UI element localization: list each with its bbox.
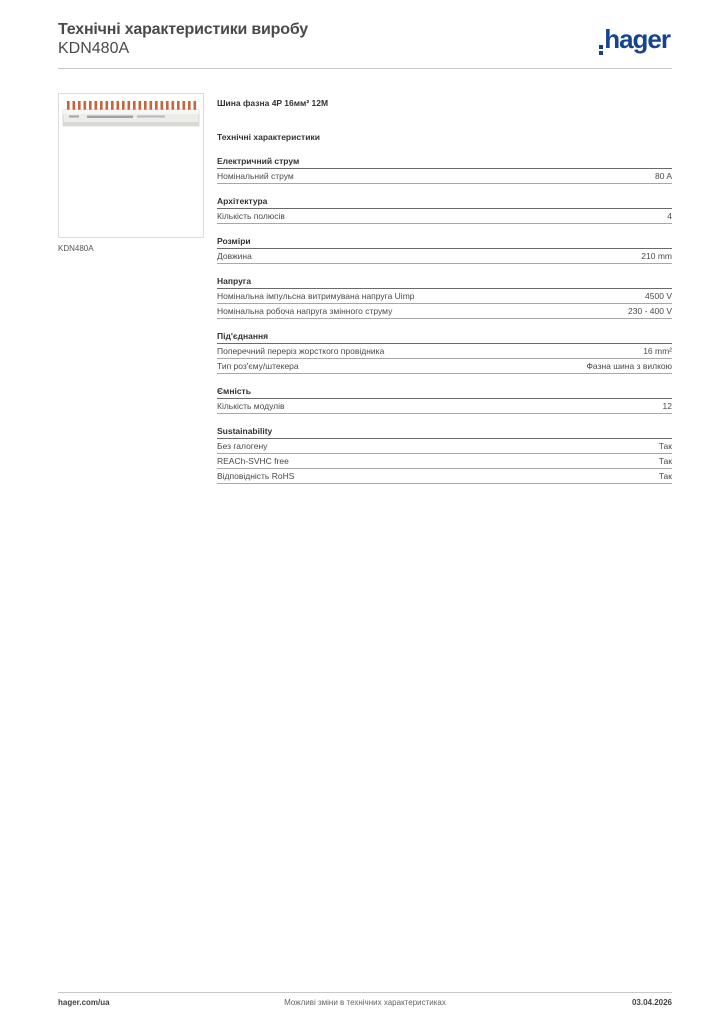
busbar-pin — [194, 101, 197, 111]
spec-row — [217, 469, 672, 484]
busbar-pin — [166, 101, 169, 111]
busbar-pin — [89, 101, 92, 111]
busbar-pin — [172, 101, 175, 111]
spec-value: 16 mm² — [643, 346, 672, 356]
busbar-pin — [106, 101, 109, 111]
product-image — [58, 93, 204, 238]
spec-label: Поперечний переріз жорсткого провідника — [217, 346, 385, 356]
spec-value: Так — [658, 471, 672, 481]
spec-group-title: Sustainability — [217, 425, 672, 439]
spec-label: Номінальна робоча напруга змінного струму — [217, 306, 393, 316]
specs-heading: Технічні характеристики — [217, 132, 320, 142]
spec-row — [217, 454, 672, 469]
product-name: Шина фазна 4P 16мм² 12M — [217, 98, 329, 108]
spec-row — [217, 169, 672, 184]
image-caption: KDN480A — [58, 244, 94, 253]
footer-divider — [58, 992, 672, 993]
busbar-pin — [73, 101, 76, 111]
spec-value: Так — [658, 441, 672, 451]
footer-website-link[interactable]: hager.com/ua — [58, 998, 110, 1007]
spec-value: 80 A — [654, 171, 672, 181]
footer-disclaimer: Можливі зміни в технічних характеристиках — [284, 998, 446, 1007]
busbar-pin — [188, 101, 191, 111]
spec-label: Без галогену — [217, 441, 268, 451]
spec-value: 12 — [662, 401, 672, 411]
spec-label: Номінальна імпульсна витримувана напруга Uimp — [217, 291, 415, 301]
spec-row — [217, 344, 672, 359]
busbar-pin — [177, 101, 180, 111]
busbar-pin — [122, 101, 125, 111]
spec-label: Довжина — [217, 251, 252, 261]
page-header — [58, 20, 672, 68]
spec-label: Номінальний струм — [217, 171, 294, 181]
spec-group — [217, 155, 672, 184]
header-divider — [58, 68, 672, 69]
busbar-pin — [128, 101, 131, 111]
spec-group-title: Під'єднання — [217, 330, 672, 344]
spec-label: Відповідність RoHS — [217, 471, 295, 481]
busbar-pin — [111, 101, 114, 111]
spec-row — [217, 209, 672, 224]
spec-group-title: Розміри — [217, 235, 672, 249]
spec-row — [217, 249, 672, 264]
spec-row — [217, 304, 672, 319]
specifications-panel — [217, 96, 672, 484]
spec-group — [217, 195, 672, 224]
spec-group — [217, 235, 672, 264]
spec-row — [217, 399, 672, 414]
busbar-pin — [155, 101, 158, 111]
spec-value: 210 mm — [641, 251, 672, 261]
busbar-pin — [84, 101, 87, 111]
busbar-pin — [150, 101, 153, 111]
spec-group — [217, 275, 672, 319]
busbar-pin — [100, 101, 103, 111]
logo-text: hager — [604, 24, 670, 54]
spec-group-title: Ємність — [217, 385, 672, 399]
spec-row — [217, 289, 672, 304]
busbar-pin — [133, 101, 136, 111]
busbar-pin — [78, 101, 81, 111]
spec-value: 4500 V — [645, 291, 672, 301]
busbar-illustration — [59, 94, 203, 237]
spec-value: Фазна шина з вилкою — [586, 361, 672, 371]
spec-value: Так — [658, 456, 672, 466]
spec-label: REACh-SVHC free — [217, 456, 289, 466]
spec-value: 4 — [667, 211, 672, 221]
spec-row — [217, 439, 672, 454]
spec-label: Тип роз'єму/штекера — [217, 361, 299, 371]
spec-group — [217, 385, 672, 414]
spec-group-title: Електричний струм — [217, 155, 672, 169]
spec-group — [217, 330, 672, 374]
busbar-pin — [139, 101, 142, 111]
spec-group-title: Напруга — [217, 275, 672, 289]
busbar-pin — [67, 101, 70, 111]
spec-group — [217, 425, 672, 484]
busbar-pin — [161, 101, 164, 111]
busbar-pin — [95, 101, 98, 111]
spec-value: 230 - 400 V — [628, 306, 672, 316]
product-code-title: KDN480A — [58, 40, 130, 57]
busbar-pin — [117, 101, 120, 111]
spec-group-title: Архітектура — [217, 195, 672, 209]
busbar-pin — [144, 101, 147, 111]
busbar-pin — [183, 101, 186, 111]
footer-date: 03.04.2026 — [631, 998, 672, 1007]
spec-groups — [217, 155, 672, 484]
hager-logo — [599, 26, 670, 52]
logo-dots-icon — [599, 42, 603, 58]
spec-label: Кількість полюсів — [217, 211, 285, 221]
document-title: Технічні характеристики виробу — [58, 21, 308, 38]
spec-label: Кількість модулів — [217, 401, 285, 411]
spec-row — [217, 359, 672, 374]
